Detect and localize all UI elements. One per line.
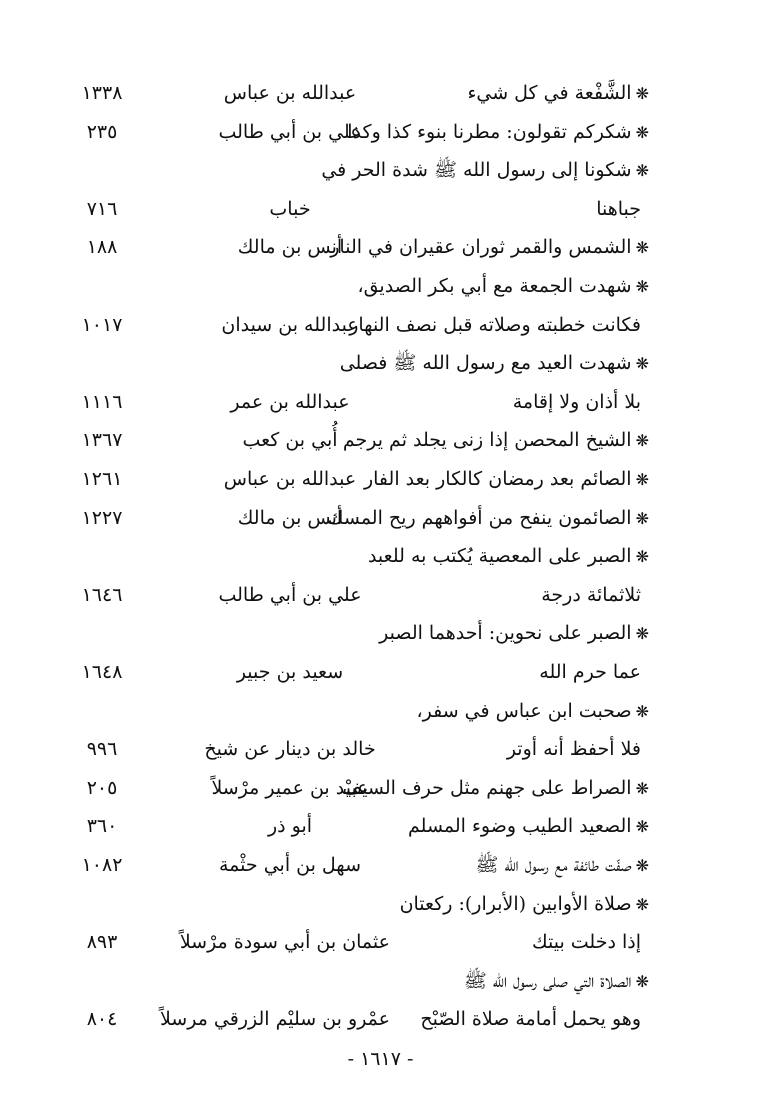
entry-marker-icon: ❋ <box>635 971 649 991</box>
hadith-text <box>349 887 649 922</box>
hadith-number: ١٣٣٨ <box>81 82 123 104</box>
hadith-text-content: الصبر على نحوين: أحدهما الصبر <box>379 622 632 645</box>
index-entry <box>0 1002 761 1040</box>
index-entry <box>0 616 761 654</box>
narrator-name: عبدالله بن عباس <box>223 82 357 104</box>
hadith-number: ١٢٦١ <box>81 468 123 490</box>
hadith-text <box>339 346 649 381</box>
hadith-text-content: الصراط على جهنم مثل حرف السيف <box>342 776 632 799</box>
hadith-text <box>349 694 649 729</box>
index-entry <box>0 809 761 847</box>
hadith-text <box>349 616 649 651</box>
hadith-text <box>349 462 649 497</box>
index-entry <box>0 694 761 732</box>
entry-marker-icon: ❋ <box>635 856 649 875</box>
hadith-text-content: الصائم بعد رمضان كالكار بعد الفار <box>363 468 632 490</box>
index-entry <box>0 462 761 500</box>
hadith-text <box>349 848 649 883</box>
narrator-name: سهل بن أبي حثْمة <box>219 854 361 876</box>
hadith-number: ١٦٤٨ <box>81 661 123 683</box>
hadith-text-content: بلا أذان ولا إقامة <box>512 390 641 413</box>
entry-marker-icon: ❋ <box>635 778 649 798</box>
hadith-text-content: صحبت ابن عباس في سفر، <box>416 699 632 722</box>
hadith-text <box>349 539 649 574</box>
hadith-text-content: جباهنا <box>596 197 641 220</box>
hadith-text-content: الصبر على المعصية يُكتب به للعبد <box>367 545 632 568</box>
narrator-name: عمْرو بن سليْم الزرقي مرسلاً <box>159 1008 390 1031</box>
narrator-name: علي بن أبي طالب <box>218 583 362 606</box>
hadith-text-content: عما حرم الله <box>539 661 641 683</box>
hadith-text-content: شهدت الجمعة مع أبي بكر الصديق، <box>357 275 632 297</box>
hadith-text-content: فكانت خطبته وصلاته قبل نصف النهار <box>349 313 641 336</box>
index-entry <box>0 269 761 307</box>
hadith-text <box>342 423 649 458</box>
hadith-text <box>342 771 649 806</box>
hadith-number: ١٨٨ <box>86 236 118 259</box>
index-entry <box>0 423 761 461</box>
narrator-name: سعيد بن جبير <box>236 661 344 683</box>
index-entry <box>0 346 761 384</box>
index-entry <box>0 385 761 423</box>
index-entry <box>0 76 761 114</box>
hadith-text-content: صفّت طائفة مع رسول الله ﷺ <box>475 854 632 876</box>
entry-marker-icon: ❋ <box>635 161 649 181</box>
hadith-number: ١١١٦ <box>81 390 123 413</box>
narrator-name: أُبي بن كعب <box>242 429 338 452</box>
hadith-text-content: وهو يحمل أمامة صلاة الصّبْح <box>420 1008 641 1031</box>
hadith-number: ٨٠٤ <box>86 1008 118 1031</box>
hadith-text <box>349 76 649 111</box>
index-entry <box>0 887 761 925</box>
narrator-name: خباب <box>269 197 311 220</box>
hadith-number: ١٠١٧ <box>81 313 123 336</box>
hadith-number: ١٦٤٦ <box>81 583 123 606</box>
index-entry <box>0 925 761 963</box>
index-entry <box>0 539 761 577</box>
index-entry <box>0 655 761 693</box>
entry-marker-icon: ❋ <box>635 470 649 489</box>
hadith-text <box>349 809 649 844</box>
hadith-text-content: الشيخ المحصن إذا زنى يجلد ثم يرجم <box>342 429 632 452</box>
hadith-number: ١٠٨٢ <box>81 854 123 876</box>
hadith-text <box>349 269 649 304</box>
index-entry <box>0 230 761 268</box>
hadith-text-content: الصائمون ينفح من أفواههم ريح المسك <box>327 506 632 529</box>
index-entry <box>0 308 761 346</box>
entry-marker-icon: ❋ <box>635 547 649 567</box>
narrator-name: أنس بن مالك <box>237 506 343 529</box>
narrator-name: علي بن أبي طالب <box>218 120 362 143</box>
hadith-number: ٨٩٣ <box>86 931 118 954</box>
entry-marker-icon: ❋ <box>635 431 649 451</box>
entry-marker-icon: ❋ <box>635 817 649 837</box>
index-entry <box>0 578 761 616</box>
hadith-number: ٣٦٠ <box>86 815 118 838</box>
narrator-name: خالد بن دينار عن شيخ <box>204 738 376 761</box>
entry-marker-icon: ❋ <box>635 508 649 528</box>
hadith-text-content: الصلاة التي صلى رسول الله ﷺ <box>463 969 632 992</box>
index-entry <box>0 848 761 886</box>
entry-marker-icon: ❋ <box>635 701 649 721</box>
hadith-text-content: الشمس والقمر ثوران عقيران في النار <box>330 236 632 259</box>
narrator-name: عبيْد بن عمير مرْسلاً <box>211 776 369 799</box>
index-entry <box>0 153 761 191</box>
hadith-number: ٩٩٦ <box>86 738 118 761</box>
hadith-text-content: شكونا إلى رسول الله ﷺ شدة الحر في <box>321 159 632 182</box>
index-entry <box>0 771 761 809</box>
entry-marker-icon: ❋ <box>635 354 649 374</box>
entry-marker-icon: ❋ <box>635 894 649 914</box>
entry-marker-icon: ❋ <box>635 84 649 103</box>
index-entry <box>0 964 761 1002</box>
hadith-number: ٧١٦ <box>86 197 118 220</box>
entry-marker-icon: ❋ <box>635 277 649 296</box>
narrator-name: أنس بن مالك <box>237 236 343 259</box>
narrator-name: أبو ذر <box>267 815 313 838</box>
narrator-name: عبدالله بن عباس <box>223 468 357 490</box>
index-entry <box>0 192 761 230</box>
hadith-text-content: فلا أحفظ أنه أوتر <box>506 738 641 761</box>
hadith-number: ٢٣٥ <box>86 120 118 143</box>
index-entry <box>0 115 761 153</box>
entry-marker-icon: ❋ <box>635 238 649 258</box>
hadith-text <box>349 115 649 150</box>
hadith-number: ٢٠٥ <box>86 776 118 799</box>
narrator-name: عبدالله بن سيدان <box>221 313 359 336</box>
hadith-text-content: صلاة الأوابين (الأبرار): ركعتان <box>399 892 632 915</box>
narrator-name: عثمان بن أبي سودة مرْسلاً <box>179 931 390 954</box>
index-entry <box>0 501 761 539</box>
hadith-number: ١٢٢٧ <box>81 506 123 529</box>
hadith-text <box>327 501 649 536</box>
hadith-text-content: شهدت العيد مع رسول الله ﷺ فصلى <box>339 352 632 375</box>
entry-marker-icon: ❋ <box>635 122 649 142</box>
hadith-text-content: ثلاثمائة درجة <box>541 583 641 606</box>
hadith-number: ١٣٦٧ <box>81 429 123 452</box>
hadith-text <box>321 153 649 188</box>
narrator-name: عبدالله بن عمر <box>230 390 350 413</box>
index-entry <box>0 732 761 770</box>
hadith-text-content: الصعيد الطيب وضوء المسلم <box>408 815 632 838</box>
entry-marker-icon: ❋ <box>635 624 649 644</box>
hadith-text-content: إذا دخلت بيتك <box>531 931 641 954</box>
hadith-text-content: شكركم تقولون: مطرنا بنوء كذا وكذا <box>347 120 632 143</box>
hadith-text-content: الشَّفْعة في كل شيء <box>467 82 632 104</box>
hadith-text <box>349 964 649 999</box>
hadith-text <box>330 230 649 265</box>
page-number: - ١٦١٧ - <box>347 1048 414 1070</box>
